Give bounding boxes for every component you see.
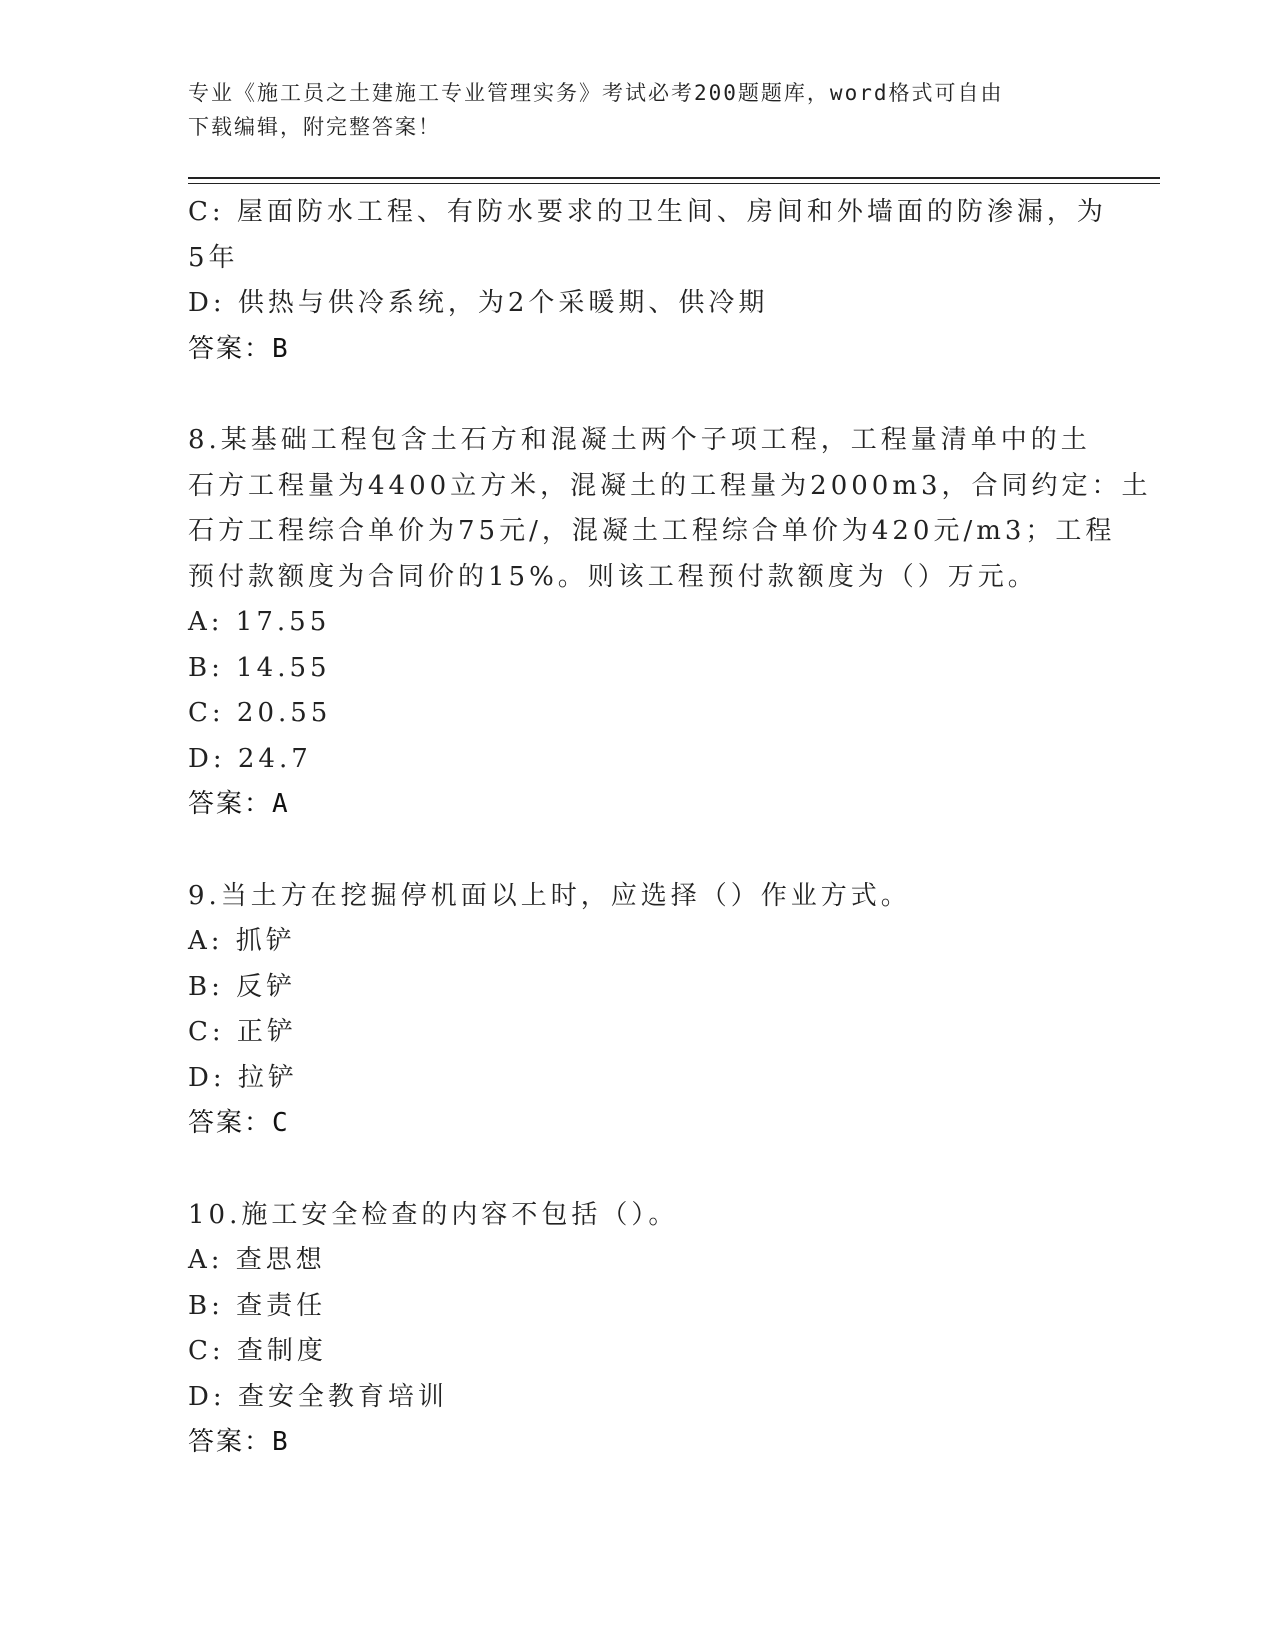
document-header [188, 76, 1088, 144]
option-c-line-1: C: 屋面防水工程、有防水要求的卫生间、房间和外墙面的防渗漏，为 [188, 197, 1107, 227]
question-stem-line: 10.施工安全检查的内容不包括（）。 [188, 1199, 679, 1230]
option-d: D: 查安全教育培训 [188, 1381, 448, 1412]
header-line-2: 下载编辑，附完整答案！ [188, 115, 441, 139]
option-b: B: 反铲 [188, 971, 297, 1002]
answer-line: 答案：B [188, 333, 290, 364]
option-b: B: 查责任 [188, 1290, 327, 1321]
header-line-1: 专业《施工员之土建施工专业管理实务》考试必考200题题库，word格式可自由 [188, 81, 1004, 105]
header-divider-top [188, 177, 1160, 179]
question-list [188, 190, 1152, 1466]
option-c: C: 正铲 [188, 1017, 297, 1047]
option-a: A: 抓铲 [188, 926, 296, 956]
answer-line: 答案：C [188, 1108, 290, 1138]
question-9 [188, 874, 1088, 1147]
question-stem-line: 石方工程综合单价为75元/，混凝土工程综合单价为420元/m3；工程 [188, 516, 1116, 546]
question-8 [188, 418, 1152, 828]
question-stem-line: 8.某基础工程包含土石方和混凝土两个子项工程，工程量清单中的土 [188, 425, 1091, 455]
option-b: B: 14.55 [188, 652, 331, 683]
question-stem-line: 9.当土方在挖掘停机面以上时，应选择（）作业方式。 [188, 880, 911, 911]
question-10 [188, 1193, 1088, 1466]
question-stem-line: 石方工程量为4400立方米，混凝土的工程量为2000m3，合同约定：土 [188, 470, 1152, 501]
option-c: C: 查制度 [188, 1336, 327, 1366]
question-7-continuation [188, 190, 1107, 372]
answer-line: 答案：A [188, 789, 290, 819]
option-c: C: 20.55 [188, 698, 332, 728]
question-stem-line: 预付款额度为合同价的15%。则该工程预付款额度为（）万元。 [188, 561, 1038, 592]
header-divider-bottom [188, 183, 1160, 184]
option-a: A: 查思想 [188, 1245, 326, 1275]
option-d: D: 供热与供冷系统，为2个采暖期、供冷期 [188, 288, 769, 318]
answer-line: 答案：B [188, 1427, 290, 1457]
option-d: D: 24.7 [188, 743, 312, 774]
option-c-line-2: 5年 [188, 242, 239, 273]
option-d: D: 拉铲 [188, 1062, 298, 1093]
option-a: A: 17.55 [188, 607, 331, 637]
